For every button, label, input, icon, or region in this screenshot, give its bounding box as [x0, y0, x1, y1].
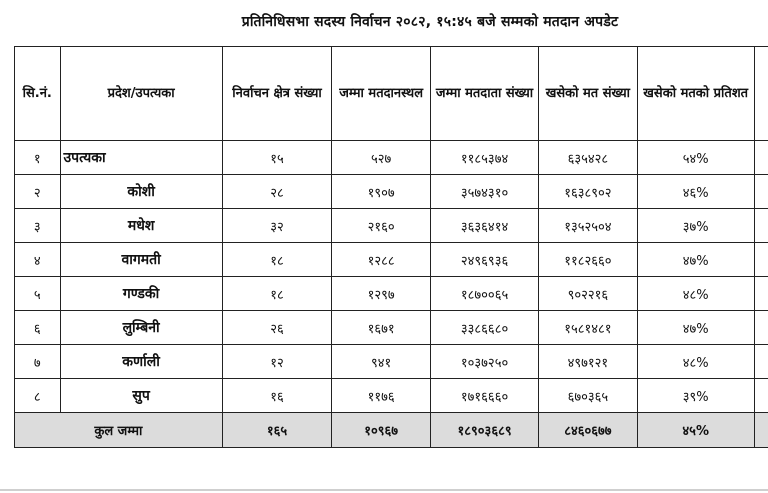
- cell-polling-stations: १२८८: [332, 243, 431, 277]
- total-constituencies: १६५: [222, 413, 332, 448]
- header-percent: खसेको मतको प्रतिशत: [637, 47, 754, 141]
- cell-sn: ४: [15, 243, 61, 277]
- table-row: [15, 379, 768, 413]
- cell-votes-cast: ११८२६६०: [539, 243, 637, 277]
- document-title: प्रतिनिधिसभा सदस्य निर्वाचन २०८२, १५:४५ बजे सम्मको मतदान अपडेट: [241, 14, 619, 30]
- cell-partial: [754, 175, 768, 209]
- cell-total-voters: ३३८६६८०: [430, 311, 538, 345]
- total-label: कुल जम्मा: [15, 413, 223, 448]
- bottom-divider: [0, 489, 768, 491]
- cell-polling-stations: १२९७: [332, 277, 431, 311]
- header-total-voters: जम्मा मतदाता संख्या: [430, 47, 538, 141]
- cell-votes-cast: १५८१४८१: [539, 311, 637, 345]
- cell-region: कर्णाली: [60, 345, 222, 379]
- cell-sn: ८: [15, 379, 61, 413]
- total-partial: [754, 413, 768, 448]
- header-region: प्रदेश/उपत्यका: [60, 47, 222, 141]
- table-row: [15, 311, 768, 345]
- cell-region: वागमती: [60, 243, 222, 277]
- voting-update-table: [14, 46, 768, 448]
- cell-votes-cast: ६३५४२८: [539, 141, 637, 175]
- cell-polling-stations: ९४१: [332, 345, 431, 379]
- header-votes-cast: खसेको मत संख्या: [539, 47, 637, 141]
- cell-partial: [754, 379, 768, 413]
- cell-region: लुम्बिनी: [60, 311, 222, 345]
- cell-votes-cast: ६७०३६५: [539, 379, 637, 413]
- cell-sn: १: [15, 141, 61, 175]
- cell-constituencies: १८: [222, 277, 332, 311]
- cell-polling-stations: १९०७: [332, 175, 431, 209]
- table-row: [15, 209, 768, 243]
- cell-partial: [754, 209, 768, 243]
- cell-partial: [754, 141, 768, 175]
- table-row: [15, 175, 768, 209]
- cell-constituencies: १५: [222, 141, 332, 175]
- cell-constituencies: २६: [222, 311, 332, 345]
- cell-votes-cast: ९०२२१६: [539, 277, 637, 311]
- cell-polling-stations: १६७१: [332, 311, 431, 345]
- cell-percent: ३७%: [637, 209, 754, 243]
- total-polling-stations: १०९६७: [332, 413, 431, 448]
- cell-percent: ४७%: [637, 311, 754, 345]
- cell-total-voters: २४९६९३६: [430, 243, 538, 277]
- cell-region: कोशी: [60, 175, 222, 209]
- cell-partial: [754, 243, 768, 277]
- cell-total-voters: ३५७४३१०: [430, 175, 538, 209]
- cell-partial: [754, 311, 768, 345]
- cell-constituencies: २८: [222, 175, 332, 209]
- cell-constituencies: ३२: [222, 209, 332, 243]
- cell-total-voters: ३६३६४१४: [430, 209, 538, 243]
- cell-votes-cast: ४९७१२१: [539, 345, 637, 379]
- cell-region: सुप: [60, 379, 222, 413]
- table-row: [15, 277, 768, 311]
- cell-total-voters: १०३७२५०: [430, 345, 538, 379]
- cell-sn: ३: [15, 209, 61, 243]
- header-sn: सि.नं.: [15, 47, 61, 141]
- header-partial-column: [754, 47, 768, 141]
- cell-total-voters: ११८५३७४: [430, 141, 538, 175]
- cell-constituencies: १२: [222, 345, 332, 379]
- table-row: [15, 141, 768, 175]
- cell-votes-cast: १६३८९०२: [539, 175, 637, 209]
- cell-percent: ४७%: [637, 243, 754, 277]
- cell-region: गण्डकी: [60, 277, 222, 311]
- cell-total-voters: १७१६६६०: [430, 379, 538, 413]
- table-row: [15, 243, 768, 277]
- cell-sn: २: [15, 175, 61, 209]
- total-votes-cast: ८४६०६७७: [539, 413, 637, 448]
- header-polling-stations: जम्मा मतदानस्थल: [332, 47, 431, 141]
- header-constituencies: निर्वाचन क्षेत्र संख्या: [222, 47, 332, 141]
- table-row: [15, 345, 768, 379]
- cell-sn: ७: [15, 345, 61, 379]
- header-row: [15, 47, 768, 141]
- cell-constituencies: १८: [222, 243, 332, 277]
- cell-percent: ४८%: [637, 277, 754, 311]
- total-voters: १८९०३६८९: [430, 413, 538, 448]
- cell-region: उपत्यका: [60, 141, 222, 175]
- cell-constituencies: १६: [222, 379, 332, 413]
- cell-polling-stations: ११७६: [332, 379, 431, 413]
- cell-partial: [754, 277, 768, 311]
- cell-percent: ४८%: [637, 345, 754, 379]
- cell-sn: ६: [15, 311, 61, 345]
- total-row: [15, 413, 768, 448]
- cell-percent: ५४%: [637, 141, 754, 175]
- total-percent: ४५%: [637, 413, 754, 448]
- cell-region: मधेश: [60, 209, 222, 243]
- cell-votes-cast: १३५२५०४: [539, 209, 637, 243]
- cell-total-voters: १८७००६५: [430, 277, 538, 311]
- cell-polling-stations: २१६०: [332, 209, 431, 243]
- cell-percent: ४६%: [637, 175, 754, 209]
- cell-percent: ३९%: [637, 379, 754, 413]
- cell-sn: ५: [15, 277, 61, 311]
- cell-polling-stations: ५२७: [332, 141, 431, 175]
- cell-partial: [754, 345, 768, 379]
